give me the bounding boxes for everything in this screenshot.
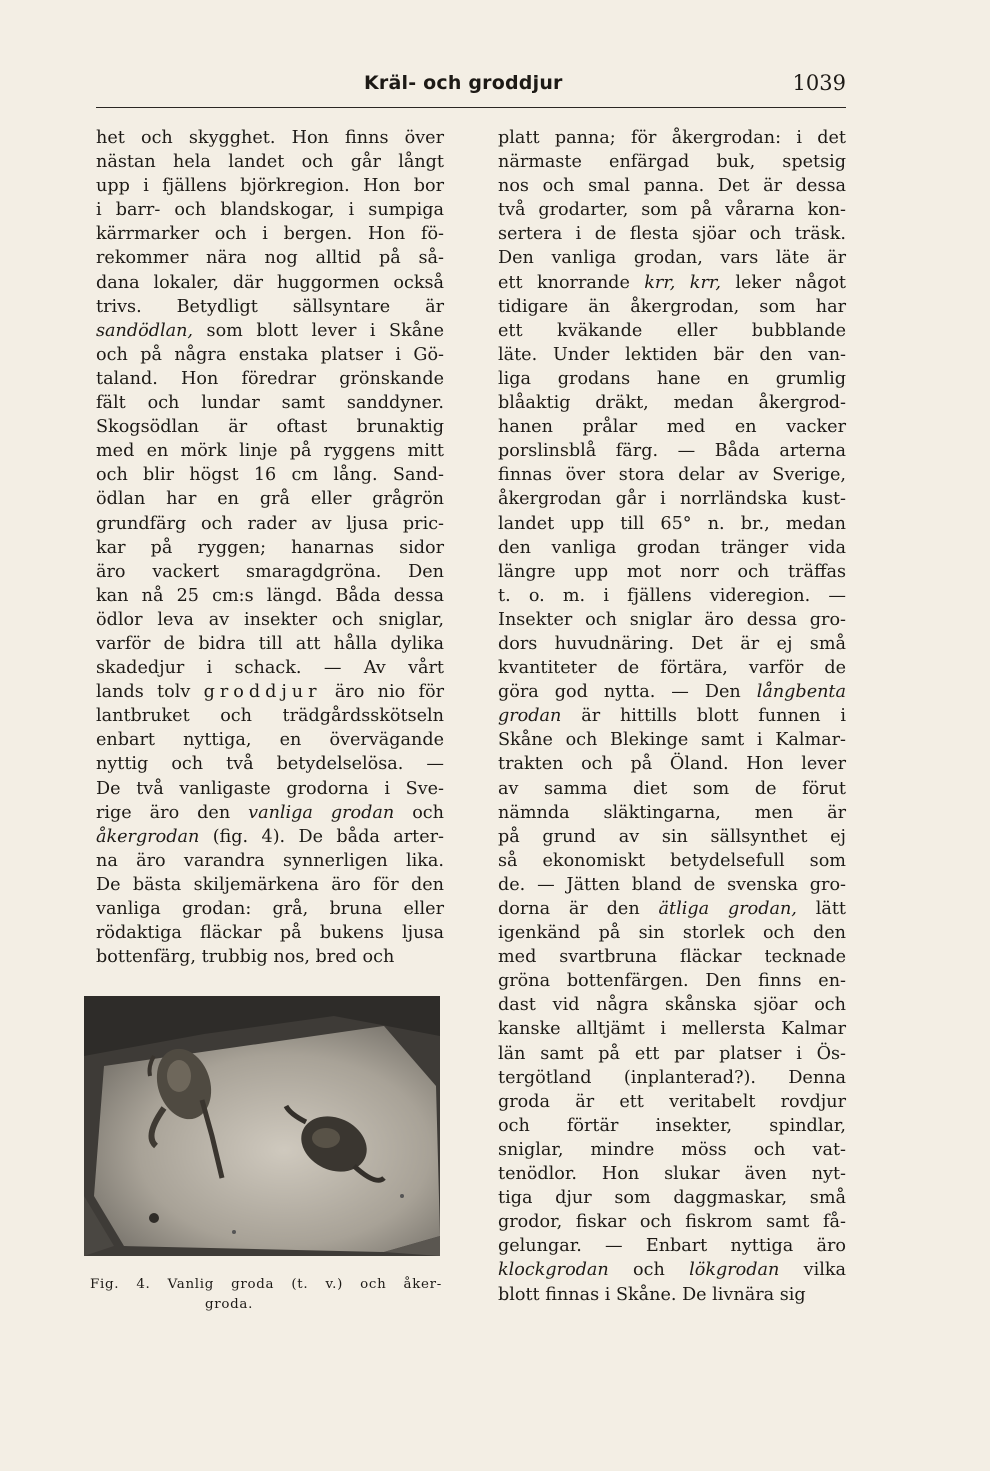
text-line [96,801,444,825]
text-line: upp i fjällens björkregion. Hon bor [96,176,444,197]
text-line: trakten och på Öland. Hon lever [498,754,846,775]
text-line: de. — Jätten bland de svenska gro- [498,874,846,895]
running-head: Kräl- och groddjur [364,72,563,94]
text-segment: och [394,802,444,823]
caption-line-2: groda. [205,1297,254,1312]
text-line: finnas över stora delar av Sverige, [498,465,846,486]
figure-photo-frogs [84,996,440,1256]
text-line: groda är ett veritabelt rovdjur [498,1091,846,1112]
text-line: t. o. m. i fjällens videregion. — [498,585,846,606]
text-line: längre upp mot norr och träffas [498,561,846,582]
text-line: gelungar. — Enbart nyttiga äro [498,1236,846,1257]
text-line: dast vid några skånska sjöar och [498,995,846,1016]
text-line: kan nå 25 cm:s längd. Båda dessa [96,585,444,606]
text-line: het och skygghet. Hon finns över [96,128,444,148]
text-line: hanen prålar med en vacker [498,417,846,438]
text-line: åkergrodan går i norrländska kust- [498,489,846,510]
text-segment: dorna är den [498,899,659,919]
text-segment: leker något [720,272,847,293]
text-segment: lätt [796,899,846,919]
page-header [96,70,846,104]
text-line: fält och lundar samt sanddyner. [96,393,444,414]
header-rule [96,107,846,108]
text-line: skadedjur i schack. — Av vårt [96,658,444,679]
italic-term: åkergrodan [96,826,200,847]
text-line [498,897,846,921]
text-line [96,319,444,343]
text-line: tergötland (inplanterad?). Denna [498,1067,846,1088]
text-line: tiga djur som daggmaskar, små [498,1188,846,1209]
text-line: på grund av sin sällsynthet ej [498,826,846,847]
text-line: na äro varandra synnerligen lika. [96,850,444,871]
text-segment: lands tolv [96,682,204,703]
text-line: den vanliga grodan tränger vida [498,537,846,558]
text-line: vanliga grodan: grå, bruna eller [96,899,444,919]
text-segment: vilka [779,1260,846,1281]
page-number: 1039 [792,71,846,95]
text-line: landet upp till 65° n. br., medan [498,513,846,534]
text-segment: (fig. 4). De båda arter- [199,826,444,847]
text-line: rödaktiga fläckar på bukens ljusa [96,923,444,944]
text-line: sertera i de flesta sjöar och träsk. [498,224,846,245]
text-segment: och [608,1260,690,1281]
text-line: Insekter och sniglar äro dessa gro- [498,609,846,630]
text-line: De två vanligaste grodorna i Sve- [96,778,444,799]
frog-photograph [84,996,440,1256]
text-line: med en mörk linje på ryggens mitt [96,441,444,462]
text-line: och blir högst 16 cm lång. Sand- [96,465,444,486]
left-text-column [96,126,444,969]
text-segment: göra god nytta. — Den [498,682,757,703]
text-line: rekommer nära nog alltid på så- [96,248,444,269]
text-line: ödlor leva av insekter och sniglar, [96,609,444,630]
text-line: blåaktig dräkt, medan åkergrod- [498,393,846,414]
text-line: varför de bidra till att hålla dylika [96,633,444,654]
italic-term: klockgrodan [498,1260,609,1281]
text-line: dana lokaler, där huggormen också [96,272,444,293]
italic-term: sandödlan, [96,320,194,341]
text-line: igenkänd på sin storlek och den [498,923,846,944]
text-line: dors huvudnäring. Det är ej små [498,633,846,654]
italic-term: ätliga grodan, [658,899,797,919]
text-line: Skogsödlan är oftast brunaktig [96,417,444,438]
text-line: platt panna; för åkergrodan: i det [498,128,846,148]
text-line: grodor, fiskar och fiskrom samt få- [498,1212,846,1233]
text-line [498,680,846,704]
text-line: blott finnas i Skåne. De livnära sig [498,1284,806,1305]
italic-term: grodan [498,706,562,727]
text-line: nos och smal panna. Det är dessa [498,176,846,197]
italic-term: långbenta [756,682,846,703]
text-line: län samt på ett par platser i Ös- [498,1043,846,1064]
text-line: Skåne och Blekinge samt i Kalmar- [498,730,846,751]
text-line [498,704,846,728]
caption-line-1: Fig. 4. Vanlig groda (t. v.) och åker- [90,1277,442,1292]
text-line [96,825,444,849]
text-line: närmaste enfärgad buk, spetsig [498,152,846,173]
text-segment: som blott lever i Skåne [193,320,444,341]
text-line: ödlan har en grå eller grågrön [96,489,444,510]
text-line: och på några enstaka platser i Gö- [96,344,444,365]
right-text-column [498,126,846,1307]
text-line: bottenfärg, trubbig nos, bred och [96,947,395,968]
text-line: tidigare än åkergrodan, som har [498,296,846,317]
text-line [498,1258,846,1282]
text-line: gröna bottenfärgen. Den finns en- [498,971,846,992]
text-line: ett kväkande eller bubblande [498,320,846,341]
text-line: taland. Hon föredrar grönskande [96,368,444,389]
text-line: trivs. Betydligt sällsyntare är [96,296,444,317]
text-line [498,271,846,295]
text-segment: äro nio för [321,682,444,703]
spaced-term: groddjur [203,682,322,703]
text-segment: är hittills blott funnen i [561,706,846,727]
text-line: så ekonomiskt betydelsefull som [498,850,846,871]
text-line [96,680,444,704]
figure-caption [90,1275,442,1315]
text-segment: rige äro den [96,802,249,823]
text-line: i barr- och blandskogar, i sumpiga [96,200,444,221]
text-line: kar på ryggen; hanarnas sidor [96,537,444,558]
text-line: kanske alltjämt i mellersta Kalmar [498,1019,846,1040]
italic-term: krr, krr, [644,272,721,293]
text-line: grundfärg och rader av ljusa pric- [96,513,444,534]
text-line: liga grodans hane en grumlig [498,368,846,389]
text-line: kärrmarker och i bergen. Hon fö- [96,224,444,245]
text-line: tenödlor. Hon slukar även nyt- [498,1164,846,1185]
italic-term: vanliga grodan [248,802,395,823]
text-line: kvantiteter de förtära, varför de [498,658,846,679]
text-line: två grodarter, som på vårarna kon- [498,200,846,221]
text-line: nyttig och två betydelselösa. — [96,754,444,775]
text-line: med svartbruna fläckar tecknade [498,947,846,968]
text-line: nämnda släktingarna, men är [498,802,846,823]
text-line: enbart nyttiga, en övervägande [96,730,444,751]
text-segment: ett knorrande [498,272,645,293]
text-line: nästan hela landet och går långt [96,152,444,173]
text-line: porslinsblå färg. — Båda arterna [498,441,846,462]
text-line: och förtär insekter, spindlar, [498,1115,846,1136]
text-line: lantbruket och trädgårdsskötseln [96,706,444,727]
text-line: äro vackert smaragdgröna. Den [96,561,444,582]
text-line: Den vanliga grodan, vars läte är [498,248,846,269]
italic-term: lökgrodan [689,1260,780,1281]
text-line: sniglar, mindre möss och vat- [498,1139,846,1160]
text-line: av samma diet som de förut [498,778,846,799]
text-line: De bästa skiljemärkena äro för den [96,874,444,895]
text-line: läte. Under lektiden bär den van- [498,344,846,365]
